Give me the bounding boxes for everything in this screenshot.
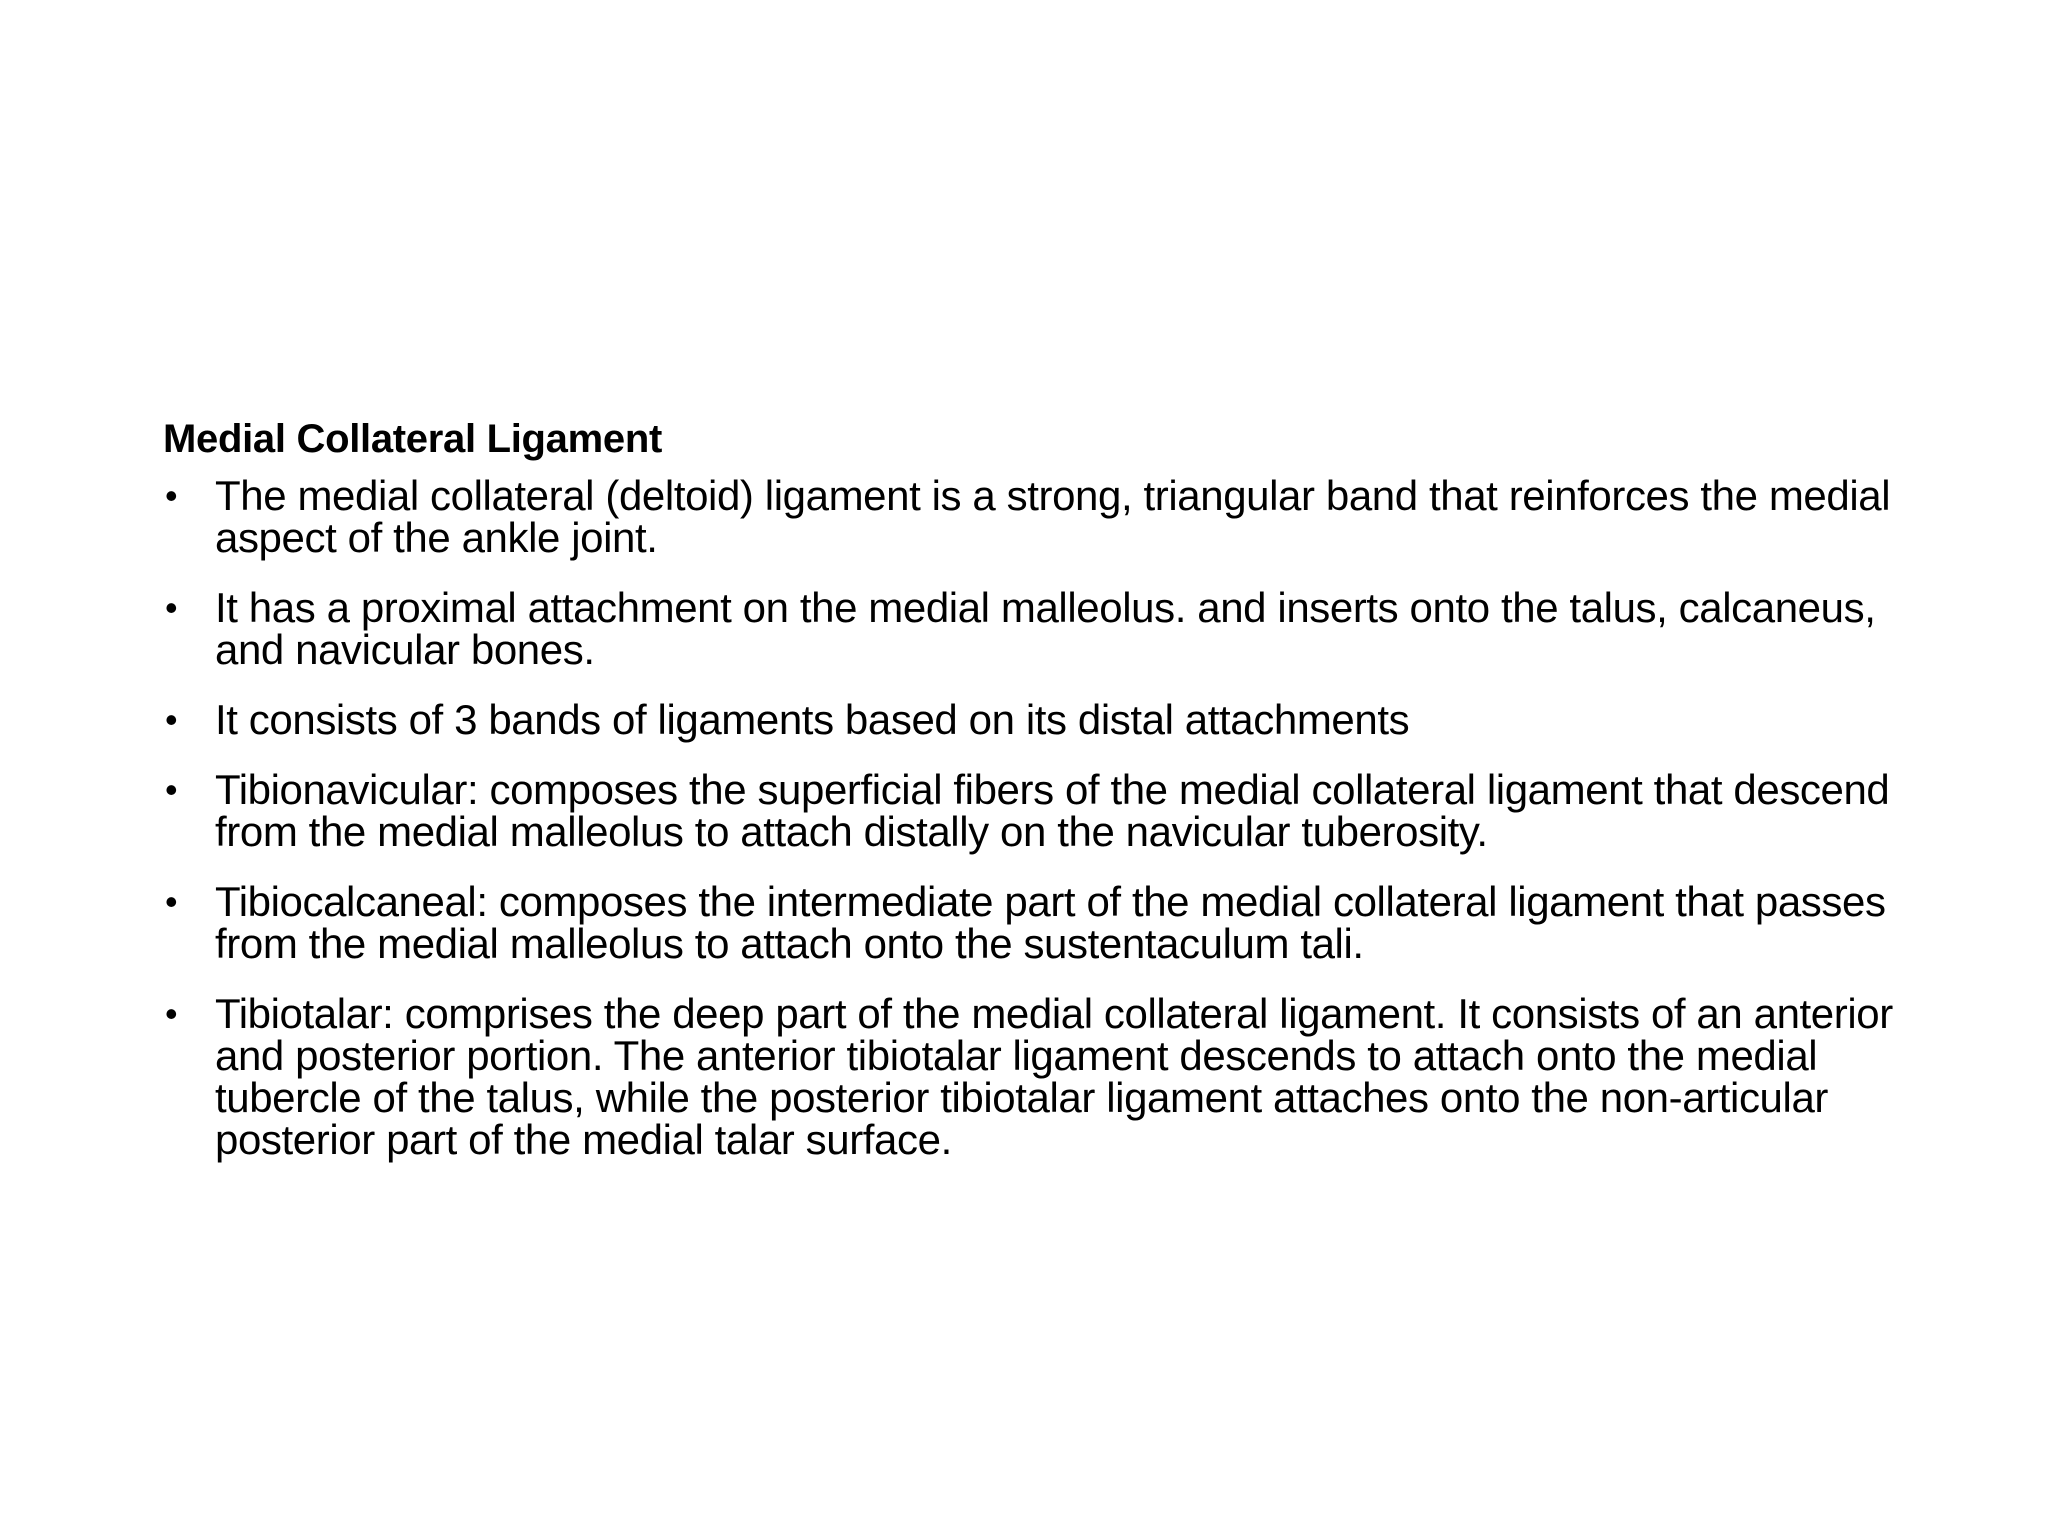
bullet-dot: • bbox=[165, 699, 178, 740]
bullet-item bbox=[163, 878, 1903, 967]
bullet-item bbox=[163, 584, 1903, 673]
bullet-text: Tibiocalcaneal: composes the intermediate part of the medial collateral ligament that passes from the medial malleolus to attach onto the sustentaculum tali. bbox=[215, 878, 1886, 967]
bullet-text: It has a proximal attachment on the medial malleolus. and inserts onto the talus, calcaneus, and navicular bones. bbox=[215, 584, 1876, 673]
bullet-text: Tibionavicular: composes the superficial fibers of the medial collateral ligament that descend from the medial malleolus to attach distally on the navicular tuberosity. bbox=[215, 766, 1890, 855]
bullet-item bbox=[163, 766, 1903, 855]
bullet-dot: • bbox=[165, 475, 178, 516]
bullet-dot: • bbox=[165, 993, 178, 1034]
slide-content bbox=[163, 415, 1903, 1189]
bullet-text: It consists of 3 bands of ligaments based on its distal attachments bbox=[215, 696, 1410, 743]
bullet-text: Tibiotalar: comprises the deep part of the medial collateral ligament. It consists of an anterior and posterior portion. The anterior tibiotalar ligament descends to attach onto the medial tubercle of the talus, while the posterior tibiotalar ligament attaches onto the non-articular posterior part of the medial talar surface. bbox=[215, 990, 1893, 1163]
bullet-dot: • bbox=[165, 881, 178, 922]
bullet-list bbox=[163, 472, 1903, 1163]
bullet-item bbox=[163, 696, 1903, 743]
bullet-dot: • bbox=[165, 587, 178, 628]
bullet-text: The medial collateral (deltoid) ligament is a strong, triangular band that reinforces the medial aspect of the ankle joint. bbox=[215, 472, 1891, 561]
bullet-dot: • bbox=[165, 769, 178, 810]
bullet-item bbox=[163, 472, 1903, 561]
slide-heading: Medial Collateral Ligament bbox=[163, 417, 662, 461]
bullet-item bbox=[163, 990, 1903, 1163]
